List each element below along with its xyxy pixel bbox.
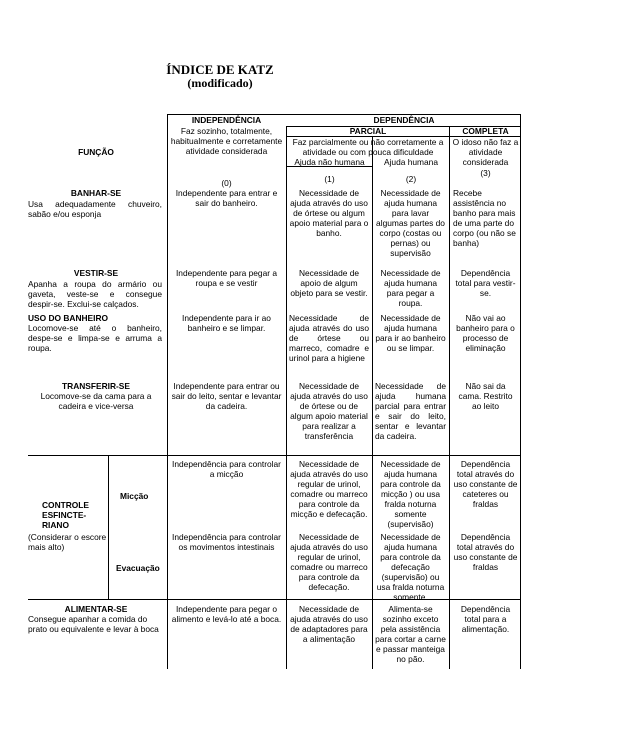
column-divider-completa (449, 126, 450, 669)
header-ajuda-humana: Ajuda humana (383, 157, 438, 167)
header-independencia: INDEPENDÊNCIA (191, 115, 262, 125)
function-desc-vestir: Apanha a roupa do armário ou gaveta, veste-se e consegue despir-se. Exclui-se calçados. (28, 279, 162, 309)
cell-evacuacao-completa: Dependência total através do uso constante de fraldas (453, 532, 518, 572)
function-name-alimentar: ALIMENTAR-SE (64, 604, 128, 614)
header-independencia-desc: Faz sozinho, totalmente, habitualmente e corretamente atividade considerada (170, 126, 283, 156)
header-funcao: FUNÇÃO (78, 147, 114, 157)
cell-vestir-completa: Dependência total para vestir-se. (455, 268, 516, 298)
function-desc-banheiro: Locomove-se até o banheiro, despe-se e limpa-se e arruma a roupa. (28, 323, 162, 353)
cell-evacuacao-ajuda-humana: Necessidade de ajuda humana para controle da defecação (supervisão) ou usa fralda noturna somente. (376, 532, 445, 602)
header-ajuda-humana-score: (2) (405, 174, 417, 184)
subfunction-name-miccao: Micção (120, 491, 149, 501)
cell-miccao-completa: Dependência total através do uso constante de cateteres ou fraldas (453, 459, 518, 509)
function-desc-banhar: Usa adequadamente chuveiro, sabão e/ou esponja (28, 199, 162, 219)
header-ajuda-nao-humana: Ajuda não humana (294, 157, 365, 167)
cell-transferir-ajuda-humana: Necessidade de ajuda humana parcial para entrar e sair do leito, sentar e levantar da cadeira. (375, 381, 446, 441)
cell-transferir-ajuda-nao-humana: Necessidade de ajuda através do uso de órtese ou de algum apoio material para realizar a transferência (290, 381, 368, 441)
cell-banhar-completa: Recebe assistência no banho para mais de uma parte do corpo (ou não se banha) (453, 188, 516, 248)
alimentar-section-line (28, 599, 520, 600)
header-independencia-score: (0) (221, 178, 232, 188)
cell-banheiro-independencia: Independente para ir ao banheiro e se limpar. (182, 313, 271, 333)
cell-miccao-ajuda-nao-humana: Necessidade de ajuda através do uso regular de urinol, comadre ou marreco para controle da micção e defecação. (290, 459, 368, 519)
cell-banheiro-completa: Não vai ao banheiro para o processo de eliminação (456, 313, 515, 353)
header-parcial-desc: Faz parcialmente ou não corretamente a atividade ou com pouca dificuldade (292, 137, 444, 157)
function-name-banhar: BANHAR-SE (70, 188, 122, 198)
cell-alimentar-ajuda-nao-humana: Necessidade de ajuda através do uso de adaptadores para a alimentação (290, 604, 368, 644)
cell-miccao-independencia: Independência para controlar a micção (172, 459, 281, 479)
cell-banhar-ajuda-nao-humana: Necessidade de ajuda através do uso de órtese ou algum apoio material para o banho. (289, 188, 369, 238)
cell-vestir-ajuda-humana: Necessidade de ajuda humana para pegar a roupa. (380, 268, 441, 308)
header-completa-score: (3) (480, 168, 491, 178)
column-divider-independencia (286, 126, 287, 669)
cell-transferir-completa: Não sai da cama. Restrito ao leito (458, 381, 513, 411)
function-name-banheiro: USO DO BANHEIRO (28, 313, 109, 323)
cell-banhar-ajuda-humana: Necessidade de ajuda humana para lavar algumas partes do corpo (costas ou pernas) ou supervisão (376, 188, 445, 258)
cell-transferir-independencia: Independente para entrar ou sair do leito, sentar e levantar da cadeira. (171, 381, 282, 411)
function-name-controle: CONTROLE ESFINCTE-RIANO (42, 500, 89, 530)
controle-section-line (28, 455, 520, 456)
function-desc-alimentar: Consegue apanhar a comida do prato ou equivalente e levar à boca (28, 614, 159, 634)
column-divider-funcao (167, 114, 168, 669)
page-subtitle: (modificado) (187, 76, 253, 90)
cell-vestir-independencia: Independente para pegar a roupa e se vestir (175, 268, 278, 288)
cell-vestir-ajuda-nao-humana: Necessidade de apoio de algum objeto para se vestir. (290, 268, 368, 298)
cell-alimentar-completa: Dependência total para a alimentação. (460, 604, 511, 634)
cell-evacuacao-ajuda-nao-humana: Necessidade de ajuda através do uso regular de urinol, comadre ou marreco para controle da defecação. (290, 532, 368, 592)
header-completa: COMPLETA (462, 126, 509, 136)
cell-miccao-ajuda-humana: Necessidade de ajuda humana para controle da micção ) ou usa fralda noturna somente (supervisão) (380, 459, 441, 529)
table-right-border (520, 114, 521, 669)
function-name-transferir: TRANSFERIR-SE (62, 381, 130, 391)
cell-banhar-independencia: Independente para entrar e sair do banheiro. (175, 188, 278, 208)
cell-alimentar-ajuda-humana: Alimenta-se sozinho exceto pela assistência para cortar a carne e passar manteiga no pão. (375, 604, 446, 664)
cell-banheiro-ajuda-nao-humana: Necessidade de ajuda através do uso de órtese ou marreco, comadre e urinol para a higiene (289, 313, 369, 363)
column-divider-parcial (372, 136, 373, 669)
cell-evacuacao-independencia: Independência para controlar os movimentos intestinais (172, 532, 281, 552)
page-title: ÍNDICE DE KATZ (166, 62, 274, 77)
subfunction-name-evacuacao: Evacuação (116, 563, 160, 573)
header-ajuda-nao-humana-score: (1) (324, 174, 335, 184)
header-dependencia: DEPENDÊNCIA (373, 115, 435, 125)
cell-banheiro-ajuda-humana: Necessidade de ajuda humana para ir ao banheiro ou se limpar. (375, 313, 446, 353)
header-parcial: PARCIAL (349, 126, 387, 136)
header-completa-desc: O idoso não faz a atividade considerada (452, 137, 519, 167)
controle-subdivider (108, 455, 109, 599)
cell-alimentar-independencia: Independente para pegar o alimento e levá-lo até a boca. (171, 604, 282, 624)
function-name-vestir: VESTIR-SE (73, 268, 119, 278)
function-desc-transferir: Locomove-se da cama para a cadeira e vice-versa (40, 391, 152, 411)
function-desc-controle: (Considerar o escore mais alto) (28, 532, 107, 552)
